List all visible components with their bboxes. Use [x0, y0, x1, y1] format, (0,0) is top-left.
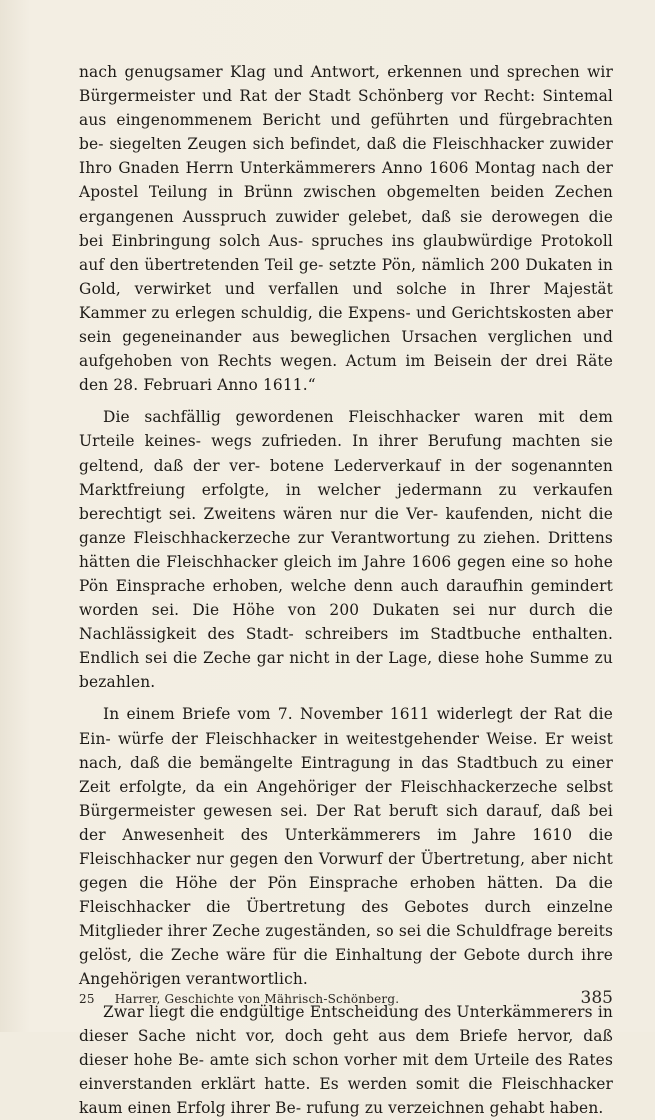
body-text	[79, 60, 613, 1120]
paragraph-conclusion: Zwar liegt die endgültige Entscheidung des Unterkämmerers in dieser Sache nicht vor, doch geht aus dem Briefe hervor, daß dieser hohe Be- amte sich schon vorher mit dem Urteile des Rates einverstanden erklärt hatte. Es werden somit die Fleischhacker kaum einen Erfolg ihrer Be- rufung zu verzeichnen gehabt haben.	[79, 1002, 613, 1117]
paragraph-council-letter: In einem Briefe vom 7. November 1611 widerlegt der Rat die Ein- würfe der Fleischhacker in weitestgehender Weise. Er weist nach, daß die bemängelte Eintragung in das Stadtbuch zu einer Zeit erfolgte, da ein Angehöriger der Fleischhackerzeche selbst Bürgermeister gewesen sei. Der Rat beruft sich darauf, daß bei der Anwesenheit des Unterkämmerers im Jahre 1610 die Fleischhacker nur gegen den Vorwurf der Übertretung, aber nicht gegen die Höhe der Pön Einsprache erhoben hätten. Da die Fleischhacker die Übertretung des Gebotes durch einzelne Mitglieder ihrer Zeche zugeständen, so sei die Schuldfrage bereits gelöst, die Zeche wäre für die Einhaltung der Gebote durch ihre Angehörigen verantwortlich.	[79, 705, 613, 989]
signature-number: 25	[79, 992, 95, 1006]
printer-signature	[79, 992, 399, 1006]
page-number: 385	[580, 988, 613, 1008]
signature-text: Harrer, Geschichte von Mährisch-Schönberg.	[114, 992, 400, 1006]
paragraph-appeal: Die sachfällig gewordenen Fleischhacker waren mit dem Urteile keines- wegs zufrieden. In ihrer Berufung machten sie geltend, daß der ver- botene Lederverkauf in der sogenannten Marktfreiung erfolgte, in welcher jedermann zu verkaufen berechtigt sei. Zweitens wären nur die Ver- kaufenden, nicht die ganze Fleischhackerzeche zur Verantwortung zu ziehen. Drittens hätten die Fleischhacker gleich im Jahre 1606 gegen eine so hohe Pön Einsprache erhoben, welche denn auch daraufhin gemindert worden sei. Die Höhe von 200 Dukaten sei nur durch die Nachlässigkeit des Stadt- schreibers im Stadtbuche enthalten. Endlich sei die Zeche gar nicht in der Lage, diese hohe Summe zu bezahlen.	[79, 408, 613, 692]
paragraph-quote-ending: nach genugsamer Klag und Antwort, erkennen und sprechen wir Bürgermeister und Rat der Stadt Schönberg vor Recht: Sintemal aus eingenommenem Bericht und geführten und fürgebrachten be- siegelten Zeugen sich befindet, daß die Fleischhacker zuwider Ihro Gnaden Herrn Unterkämmerers Anno 1606 Montag nach der Apostel Teilung in Brünn zwischen obgemelten beiden Zechen ergangenen Ausspruch zuwider gelebet, daß sie derowegen die bei Einbringung solch Aus- spruches ins glaubwürdige Protokoll auf den übertretenden Teil ge- setzte Pön, nämlich 200 Dukaten in Gold, verwirket und verfallen und solche in Ihrer Majestät Kammer zu erlegen schuldig, die Expens- und Gerichtskosten aber sein gegeneinander aus beweglichen Ursachen verglichen und aufgehoben von Rechts wegen. Actum im Beisein der drei Räte den 28. Februari Anno 1611.“	[79, 63, 613, 395]
page-footer	[79, 988, 613, 1008]
